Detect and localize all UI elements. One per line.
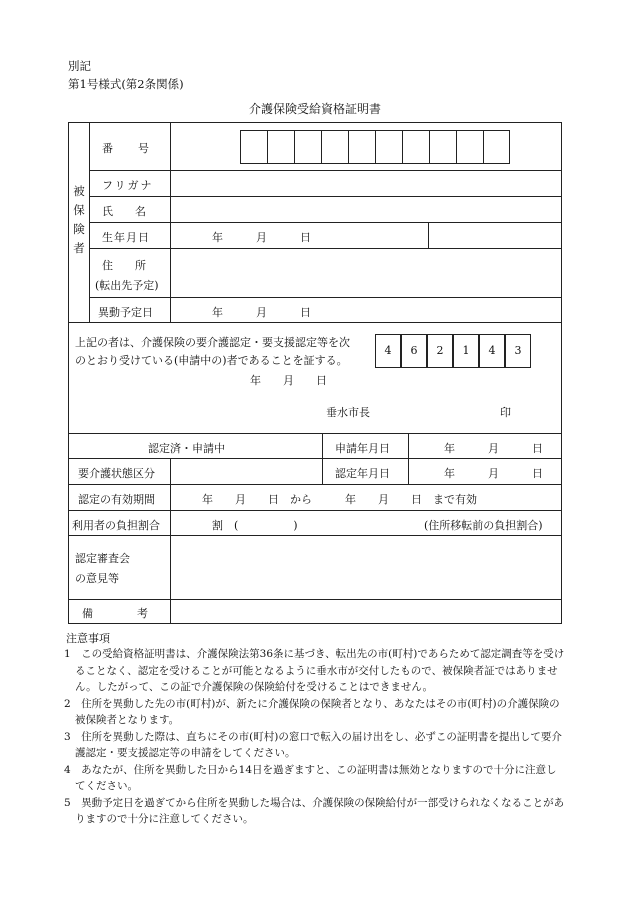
- note-item: 4 あなたが、住所を異動した日から14日を過ぎますと、この証明書は無効となりますので十分に注意してください。: [64, 763, 557, 792]
- apply-date-value[interactable]: 年 月 日: [444, 442, 543, 455]
- move-date-label: 異動予定日: [98, 306, 153, 319]
- certify-date[interactable]: 年 月 日: [250, 374, 327, 387]
- name-field[interactable]: [172, 198, 560, 220]
- furigana-label: フリガナ: [102, 179, 154, 192]
- move-date-value[interactable]: 年 月 日: [212, 306, 311, 319]
- furigana-field[interactable]: [172, 172, 560, 194]
- note-item: 3 住所を異動した際は、直ちにその市(町村)の窓口で転入の届け出をし、必ずこの証明書を提出して要介護認定・要支援認定等の申請をしてください。: [64, 730, 562, 759]
- cert-date-label: 認定年月日: [335, 467, 390, 480]
- ratio-note: (住所移転前の負担割合): [424, 519, 543, 532]
- ratio-value[interactable]: 割 ( ): [212, 519, 298, 532]
- seal-mark: 印: [500, 406, 511, 419]
- insurer-code-digit: 6: [401, 334, 427, 368]
- form-number-label: 第1号様式(第2条関係): [68, 77, 184, 91]
- notes-list: [64, 646, 566, 828]
- certify-text-line2: のとおり受けている(申請中の)者であることを証する。: [75, 354, 348, 367]
- validity-label: 認定の有効期間: [78, 493, 155, 506]
- issuer-name: 垂水市長: [326, 406, 370, 419]
- page-title: 介護保険受給資格証明書: [248, 102, 381, 116]
- status-label[interactable]: 認定済・申請中: [148, 442, 225, 455]
- birth-date-value[interactable]: 年 月 日: [212, 231, 311, 244]
- ratio-label: 利用者の負担割合: [72, 519, 160, 532]
- remarks-label: 備 考: [82, 607, 148, 620]
- insurer-code-digit: 2: [427, 334, 453, 368]
- insured-group-label: 被保険者: [73, 184, 85, 255]
- note-item: 5 異動予定日を過ぎてから住所を異動した場合は、介護保険の保険給付が一部受けられなくなることがありますので十分に注意してください。: [64, 796, 565, 825]
- validity-value[interactable]: 年 月 日 から 年 月 日 まで有効: [202, 493, 477, 506]
- opinion-label-line2: の意見等: [75, 572, 119, 585]
- note-item: 1 この受給資格証明書は、介護保険法第36条に基づき、転出先の市(町村)であらためて認定調査等を受けることなく、認定を受けることが可能となるように垂水市が交付したもので、被保険者証ではありません。したがって、この証で介護保険の保険給付を受けることはできません。: [64, 648, 565, 693]
- apply-date-label: 申請年月日: [335, 442, 390, 455]
- opinion-field[interactable]: [172, 537, 560, 597]
- insurer-code-digit: 4: [375, 334, 401, 368]
- notes-heading: 注意事項: [66, 632, 110, 645]
- care-level-field[interactable]: [172, 460, 320, 482]
- certify-text-line1: 上記の者は、介護保険の要介護認定・要支援認定等を次: [75, 336, 350, 349]
- remarks-field[interactable]: [172, 601, 560, 622]
- name-label: 氏 名: [102, 205, 146, 218]
- birth-date-label: 生年月日: [102, 231, 150, 244]
- insurer-code-digit: 1: [453, 334, 479, 368]
- care-level-label: 要介護状態区分: [78, 467, 155, 480]
- cert-date-value[interactable]: 年 月 日: [444, 467, 543, 480]
- address-sub-label: (転出先予定): [95, 279, 159, 292]
- address-label: 住 所: [102, 259, 146, 272]
- form-annex-label: 別記: [68, 59, 91, 73]
- number-label: 番 号: [102, 142, 150, 155]
- insurer-code-digit: 3: [505, 334, 531, 368]
- insurer-code-digit: 4: [479, 334, 505, 368]
- opinion-label-line1: 認定審査会: [75, 552, 130, 565]
- address-field[interactable]: [172, 250, 560, 295]
- note-item: 2 住所を異動した先の市(町村)が、新たに介護保険の保険者となり、あなたはその市(町村)の介護保険の被保険者となります。: [64, 697, 560, 726]
